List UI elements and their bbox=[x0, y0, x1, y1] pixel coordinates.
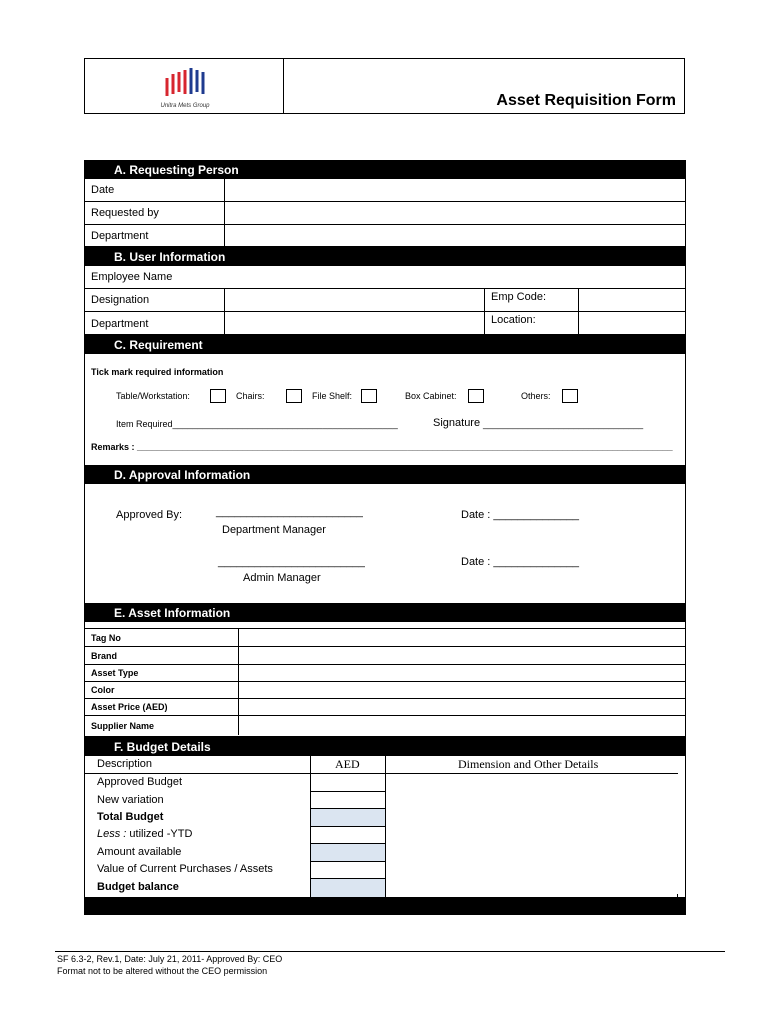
date-line-2[interactable]: Date : ______________ bbox=[461, 556, 580, 568]
label-tag-no: Tag No bbox=[91, 632, 121, 643]
label-asset-price: Asset Price (AED) bbox=[91, 702, 168, 712]
table-row bbox=[85, 682, 685, 699]
checkbox-box-cabinet[interactable] bbox=[468, 387, 484, 405]
dept-manager-signature-line[interactable]: ________________________ bbox=[216, 506, 363, 518]
department-field[interactable] bbox=[225, 225, 685, 247]
option-label: File Shelf: bbox=[312, 391, 353, 401]
designation-field[interactable] bbox=[225, 289, 484, 311]
table-row bbox=[85, 665, 685, 682]
footer-line-1: SF 6.3-2, Rev.1, Date: July 21, 2011- Approved By: CEO bbox=[57, 954, 283, 964]
label-department: Department bbox=[91, 317, 149, 330]
footer-line-2: Format not to be altered without the CEO permission bbox=[57, 966, 268, 976]
tag-no-field[interactable] bbox=[239, 629, 685, 646]
company-logo bbox=[159, 64, 211, 110]
header-divider bbox=[283, 59, 284, 113]
label-requested-by: Requested by bbox=[91, 207, 159, 219]
budget-row-label: Value of Current Purchases / Assets bbox=[97, 863, 273, 875]
budget-row-label: Approved Budget bbox=[97, 776, 183, 788]
option-label: Others: bbox=[521, 391, 551, 401]
budget-row-label: Amount available bbox=[97, 846, 182, 858]
checkbox-file-shelf[interactable] bbox=[361, 387, 377, 405]
supplier-name-field[interactable] bbox=[239, 716, 685, 735]
table-row bbox=[85, 266, 685, 289]
checkbox-others[interactable] bbox=[562, 387, 578, 405]
checkbox-table-workstation[interactable] bbox=[210, 387, 226, 405]
date-field[interactable] bbox=[225, 179, 685, 201]
budget-row-less: Less : utilized -YTD bbox=[97, 828, 193, 840]
table-row bbox=[85, 225, 685, 247]
admin-manager-label: Admin Manager bbox=[243, 572, 321, 584]
table-row bbox=[85, 289, 685, 312]
department-manager-label: Department Manager bbox=[222, 524, 326, 536]
brand-field[interactable] bbox=[239, 647, 685, 664]
section-d-header: D. Approval Information bbox=[84, 465, 686, 484]
emp-code-field[interactable] bbox=[579, 289, 685, 311]
header-box bbox=[84, 58, 685, 114]
user-department-field[interactable] bbox=[225, 312, 484, 335]
budget-balance-aed[interactable] bbox=[311, 879, 385, 897]
budget-row-label: Budget balance bbox=[97, 881, 179, 893]
label-color: Color bbox=[91, 685, 115, 695]
table-row bbox=[85, 699, 685, 716]
label-brand: Brand bbox=[91, 650, 118, 661]
remarks-line[interactable]: Remarks : ___________________________________________________________________________________________________________ bbox=[91, 442, 673, 452]
footer-rule bbox=[55, 951, 725, 952]
admin-manager-signature-line[interactable]: ________________________ bbox=[218, 556, 365, 568]
checkbox-chairs[interactable] bbox=[286, 387, 302, 405]
asset-price-field[interactable] bbox=[239, 699, 685, 715]
amount-available-aed[interactable] bbox=[311, 844, 385, 861]
logo-text: Unitra Mets Group bbox=[160, 103, 210, 109]
label-asset-type: Asset Type bbox=[91, 668, 139, 678]
approval-panel bbox=[84, 484, 686, 603]
option-label: Box Cabinet: bbox=[405, 391, 457, 401]
location-field[interactable] bbox=[579, 312, 685, 335]
color-field[interactable] bbox=[239, 682, 685, 698]
col-description: Description bbox=[97, 758, 153, 770]
asset-information-table bbox=[84, 622, 686, 737]
table-row bbox=[85, 202, 685, 225]
section-b-header: B. User Information bbox=[84, 247, 686, 266]
table-row bbox=[85, 647, 685, 665]
option-label: Chairs: bbox=[236, 391, 265, 401]
item-required-line[interactable]: Item Required_____________________________________________ bbox=[116, 419, 398, 429]
tick-instruction: Tick mark required information bbox=[91, 367, 224, 377]
section-c-header: C. Requirement bbox=[84, 335, 686, 354]
budget-row-label: Total Budget bbox=[97, 811, 164, 823]
signature-line[interactable]: ________________________________ bbox=[483, 419, 644, 429]
form-title: Asset Requisition Form bbox=[496, 92, 676, 109]
col-dimension: Dimension and Other Details bbox=[458, 757, 599, 771]
date-line-1[interactable]: Date : ______________ bbox=[461, 509, 580, 521]
requested-by-field[interactable] bbox=[225, 202, 685, 224]
form-bottom-bar bbox=[84, 897, 686, 915]
section-f-header: F. Budget Details bbox=[84, 737, 686, 756]
col-aed: AED bbox=[335, 757, 360, 771]
user-information-table bbox=[84, 266, 686, 335]
section-e-header: E. Asset Information bbox=[84, 603, 686, 622]
budget-panel bbox=[84, 756, 686, 897]
table-row bbox=[85, 179, 685, 202]
table-row bbox=[85, 629, 685, 647]
budget-row-label: New variation bbox=[97, 794, 164, 806]
requirement-panel bbox=[84, 354, 686, 465]
label-location: Location: bbox=[491, 314, 536, 326]
total-budget-aed[interactable] bbox=[311, 809, 385, 826]
label-date: Date bbox=[91, 184, 115, 196]
section-a-header: A. Requesting Person bbox=[84, 160, 686, 179]
label-designation: Designation bbox=[91, 294, 150, 306]
option-label: Table/Workstation: bbox=[116, 391, 190, 401]
table-row bbox=[85, 716, 685, 735]
employee-name-field[interactable] bbox=[225, 266, 685, 288]
table-row bbox=[85, 312, 685, 335]
signature-label: Signature bbox=[433, 417, 481, 429]
label-emp-code: Emp Code: bbox=[491, 291, 547, 303]
label-supplier-name: Supplier Name bbox=[91, 720, 155, 731]
asset-type-field[interactable] bbox=[239, 665, 685, 681]
label-department: Department bbox=[91, 230, 149, 242]
approved-by-label: Approved By: bbox=[116, 509, 183, 521]
requesting-person-table bbox=[84, 179, 686, 247]
label-employee-name: Employee Name bbox=[91, 271, 173, 283]
